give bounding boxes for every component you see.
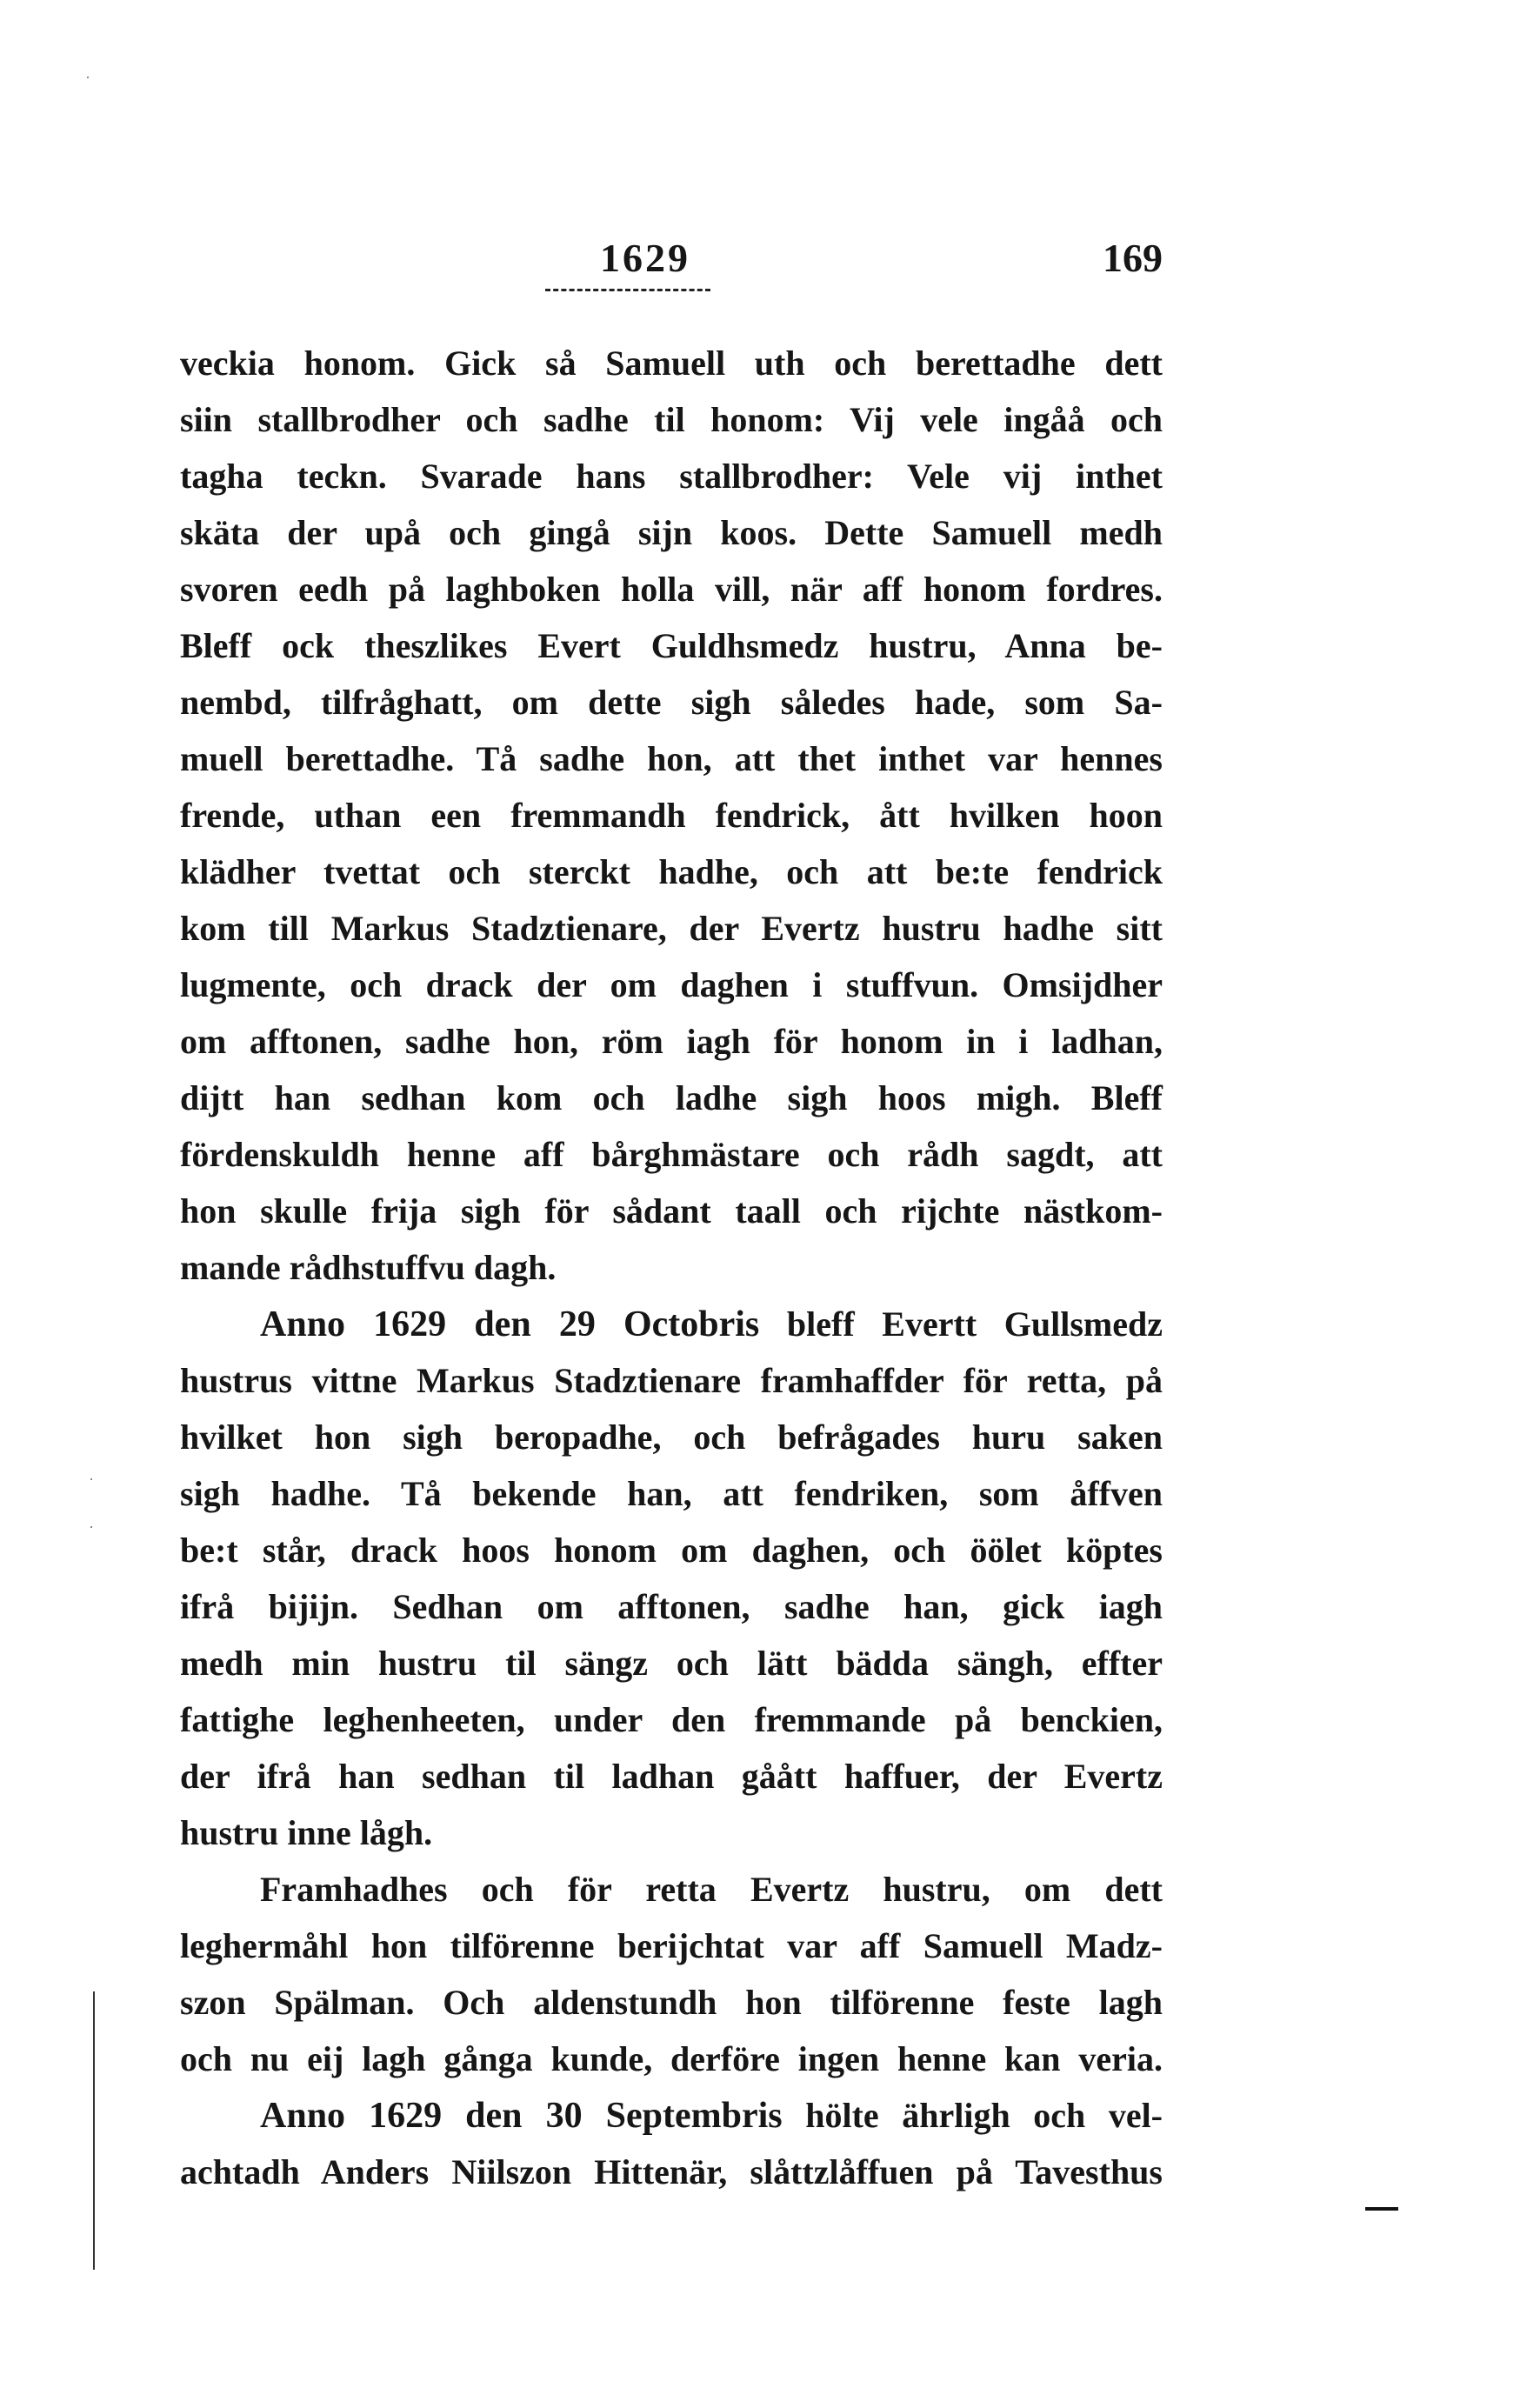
text-run: Framhadhes och för retta Evertz hustru, om dett bbox=[260, 1870, 1163, 1909]
text-line bbox=[180, 617, 1163, 674]
text-run: der ifrå han sedhan til ladhan gåått haffuer, der Evertz bbox=[180, 1757, 1163, 1796]
text-run: leghermåhl hon tilförenne berijchtat var aff Samuell Madz- bbox=[180, 1926, 1163, 1965]
text-run: mande rådhstuffvu dagh. bbox=[180, 1248, 557, 1287]
text-run: be:t står, drack hoos honom om daghen, och öölet köptes bbox=[180, 1531, 1163, 1570]
entry-date-heading: Anno 1629 den 30 Septembris bbox=[260, 2096, 783, 2136]
text-line bbox=[180, 674, 1163, 730]
text-run: ifrå bijijn. Sedhan om afftonen, sadhe han, gick iagh bbox=[180, 1587, 1163, 1626]
text-line bbox=[180, 1409, 1163, 1465]
text-line bbox=[180, 1748, 1163, 1804]
running-head bbox=[180, 235, 1163, 296]
text-line bbox=[180, 844, 1163, 900]
text-run: klädher tvettat och sterckt hadhe, och att be:te fendrick bbox=[180, 852, 1163, 891]
text-line bbox=[180, 1239, 1163, 1296]
margin-dash-right bbox=[1365, 2207, 1398, 2211]
header-year: 1629 bbox=[600, 236, 690, 280]
text-line bbox=[180, 1183, 1163, 1239]
text-line bbox=[180, 1296, 1163, 1352]
entry-date-heading: Anno 1629 den 29 Octobris bbox=[260, 1304, 760, 1344]
text-run: fördenskuldh henne aff bårghmästare och rådh sagdt, att bbox=[180, 1135, 1163, 1174]
scan-speck bbox=[87, 77, 89, 78]
text-run: hvilket hon sigh beropadhe, och befrågades huru saken bbox=[180, 1417, 1163, 1457]
text-line bbox=[180, 1635, 1163, 1691]
text-line bbox=[180, 900, 1163, 957]
text-line bbox=[180, 1804, 1163, 1861]
text-line bbox=[180, 1918, 1163, 1974]
text-run: hon skulle frija sigh för sådant taall och rijchte nästkom- bbox=[180, 1191, 1163, 1231]
text-run: bleff Evertt Gullsmedz bbox=[759, 1304, 1163, 1344]
text-run: szon Spälman. Och aldenstundh hon tilförenne feste lagh bbox=[180, 1983, 1163, 2022]
text-run: dijtt han sedhan kom och ladhe sigh hoos migh. Bleff bbox=[180, 1078, 1163, 1117]
text-run: medh min hustru til sängz och lätt bädda sängh, effter bbox=[180, 1644, 1163, 1683]
text-run: lugmente, och drack der om daghen i stuffvun. Omsijdher bbox=[180, 965, 1163, 1004]
scan-speck bbox=[90, 1526, 92, 1528]
text-run: hustrus vittne Markus Stadztienare framhaffder för retta, på bbox=[180, 1361, 1163, 1400]
text-run: frende, uthan een fremmandh fendrick, ått hvilken hoon bbox=[180, 796, 1163, 835]
text-run: muell berettadhe. Tå sadhe hon, att thet inthet var hennes bbox=[180, 739, 1163, 778]
text-line bbox=[180, 1691, 1163, 1748]
text-run: veckia honom. Gick så Samuell uth och berettadhe dett bbox=[180, 344, 1163, 383]
text-line bbox=[180, 1352, 1163, 1409]
text-line bbox=[180, 2031, 1163, 2087]
text-line bbox=[180, 561, 1163, 617]
text-line bbox=[180, 2144, 1163, 2200]
text-run: om afftonen, sadhe hon, röm iagh för honom in i ladhan, bbox=[180, 1022, 1163, 1061]
body-text bbox=[180, 335, 1163, 2200]
header-year-underline bbox=[545, 289, 710, 291]
text-run: svoren eedh på laghboken holla vill, när aff honom fordres. bbox=[180, 570, 1163, 609]
text-line bbox=[180, 2087, 1163, 2144]
text-run: Bleff ock theszlikes Evert Guldhsmedz hustru, Anna be- bbox=[180, 626, 1163, 665]
page-number: 169 bbox=[1103, 236, 1163, 280]
text-line bbox=[180, 1070, 1163, 1126]
text-line bbox=[180, 1126, 1163, 1183]
text-line bbox=[180, 730, 1163, 787]
text-run: sigh hadhe. Tå bekende han, att fendriken, som åffven bbox=[180, 1474, 1163, 1513]
text-run: kom till Markus Stadztienare, der Evertz hustru hadhe sitt bbox=[180, 909, 1163, 948]
text-line bbox=[180, 1522, 1163, 1578]
text-run: achtadh Anders Niilszon Hittenär, slåttzlåffuen på Tavesthus bbox=[180, 2152, 1163, 2191]
text-run: siin stallbrodher och sadhe til honom: Vij vele ingåå och bbox=[180, 400, 1163, 439]
text-run: tagha teckn. Svarade hans stallbrodher: Vele vij inthet bbox=[180, 457, 1163, 496]
text-line bbox=[180, 448, 1163, 504]
text-line bbox=[180, 1861, 1163, 1918]
text-line bbox=[180, 1974, 1163, 2031]
text-line bbox=[180, 335, 1163, 391]
text-line bbox=[180, 1578, 1163, 1635]
text-run: nembd, tilfråghatt, om dette sigh således hade, som Sa- bbox=[180, 683, 1163, 722]
text-run: hölte ährligh och vel- bbox=[782, 2096, 1163, 2135]
scan-speck bbox=[90, 1478, 92, 1480]
text-line bbox=[180, 391, 1163, 448]
text-run: fattighe leghenheeten, under den fremmande på benckien, bbox=[180, 1700, 1163, 1739]
margin-rule-left bbox=[93, 1991, 95, 2270]
text-run: hustru inne lågh. bbox=[180, 1813, 433, 1852]
text-line bbox=[180, 1465, 1163, 1522]
text-run: skäta der upå och gingå sijn koos. Dette Samuell medh bbox=[180, 513, 1163, 552]
text-line bbox=[180, 1013, 1163, 1070]
text-line bbox=[180, 957, 1163, 1013]
text-line bbox=[180, 787, 1163, 844]
text-line bbox=[180, 504, 1163, 561]
text-run: och nu eij lagh gånga kunde, derföre ingen henne kan veria. bbox=[180, 2039, 1163, 2078]
